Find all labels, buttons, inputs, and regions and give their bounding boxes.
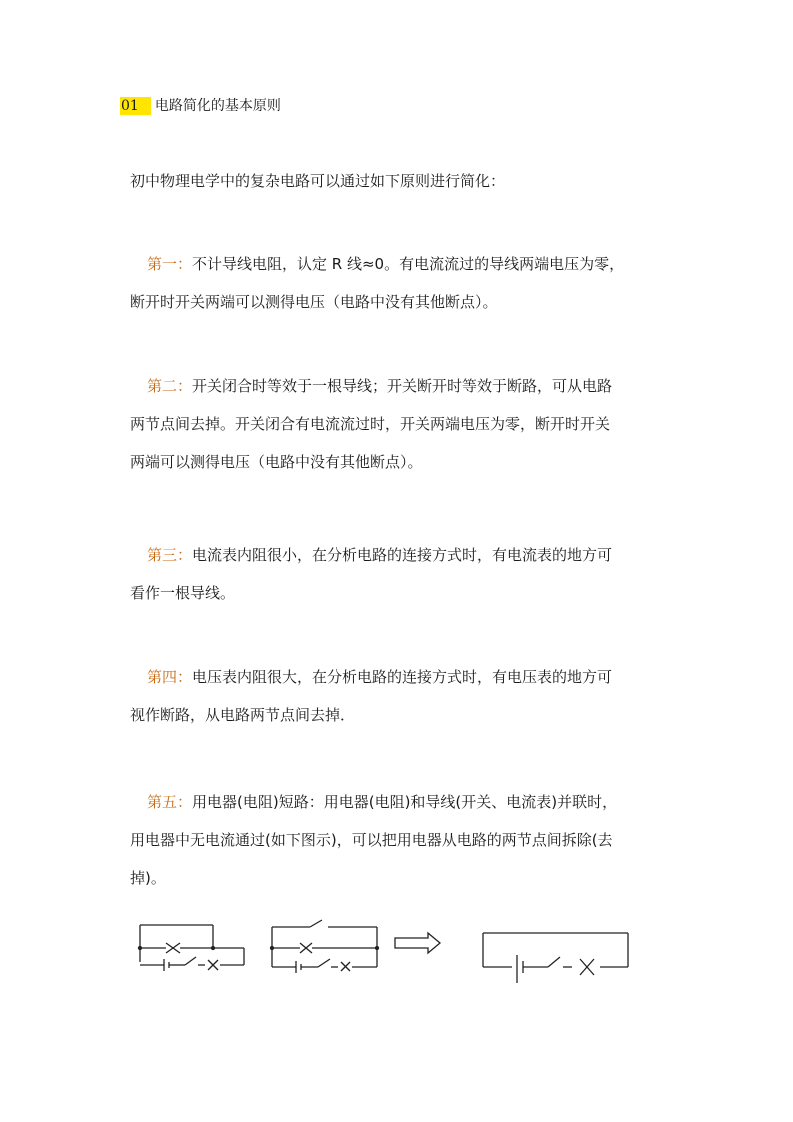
rule-line: 看作一根导线。: [130, 584, 236, 602]
rule-line: 两端可以测得电压（电路中没有其他断点）。: [130, 453, 423, 471]
rule-label: 第二：: [147, 377, 193, 395]
rule-line: 视作断路，从电路两节点间去掉．: [130, 706, 356, 724]
arrow-icon: [395, 933, 440, 953]
rule-label: 第四：: [147, 668, 193, 686]
rule-label: 第三：: [147, 546, 193, 564]
rule-line: 电流表内阻很小，在分析电路的连接方式时，有电流表的地方可: [192, 546, 613, 564]
circuit-diagram-1: [139, 925, 245, 971]
rule-line: 两节点间去掉。开关闭合有电流流过时，开关两端电压为零，断开时开关: [130, 415, 611, 433]
rule-line: 用电器(电阻)短路：用电器(电阻)和导线(开关、电流表)并联时，: [192, 793, 618, 811]
rule-line: 用电器中无电流通过(如下图示)，可以把用电器从电路的两节点间拆除(去: [130, 831, 613, 849]
rule-label: 第一：: [147, 255, 193, 273]
circuit-diagram-3: [483, 933, 628, 983]
rule-line: 断开时开关两端可以测得电压（电路中没有其他断点）。: [130, 293, 498, 311]
rule-label: 第五：: [147, 793, 193, 811]
rule-line: 不计导线电阻，认定 R 线≈0。有电流流过的导线两端电压为零，: [192, 255, 625, 273]
rule-line: 掉)。: [130, 869, 166, 887]
section-heading: [120, 96, 281, 116]
rule-4: [130, 658, 675, 734]
circuit-diagram-2: [271, 920, 379, 973]
circuit-figure: [0, 915, 793, 995]
rule-2: [130, 367, 675, 481]
rule-3: [130, 536, 675, 612]
rule-1: [130, 245, 675, 321]
rule-line: 电压表内阻很大，在分析电路的连接方式时，有电压表的地方可: [192, 668, 613, 686]
rule-line: 开关闭合时等效于一根导线；开关断开时等效于断路，可从电路: [192, 377, 613, 395]
rule-5: [130, 783, 675, 897]
intro-text: 初中物理电学中的复杂电路可以通过如下原则进行简化：: [130, 172, 506, 190]
section-number: 01: [120, 97, 151, 115]
section-title: 电路简化的基本原则: [154, 98, 281, 114]
